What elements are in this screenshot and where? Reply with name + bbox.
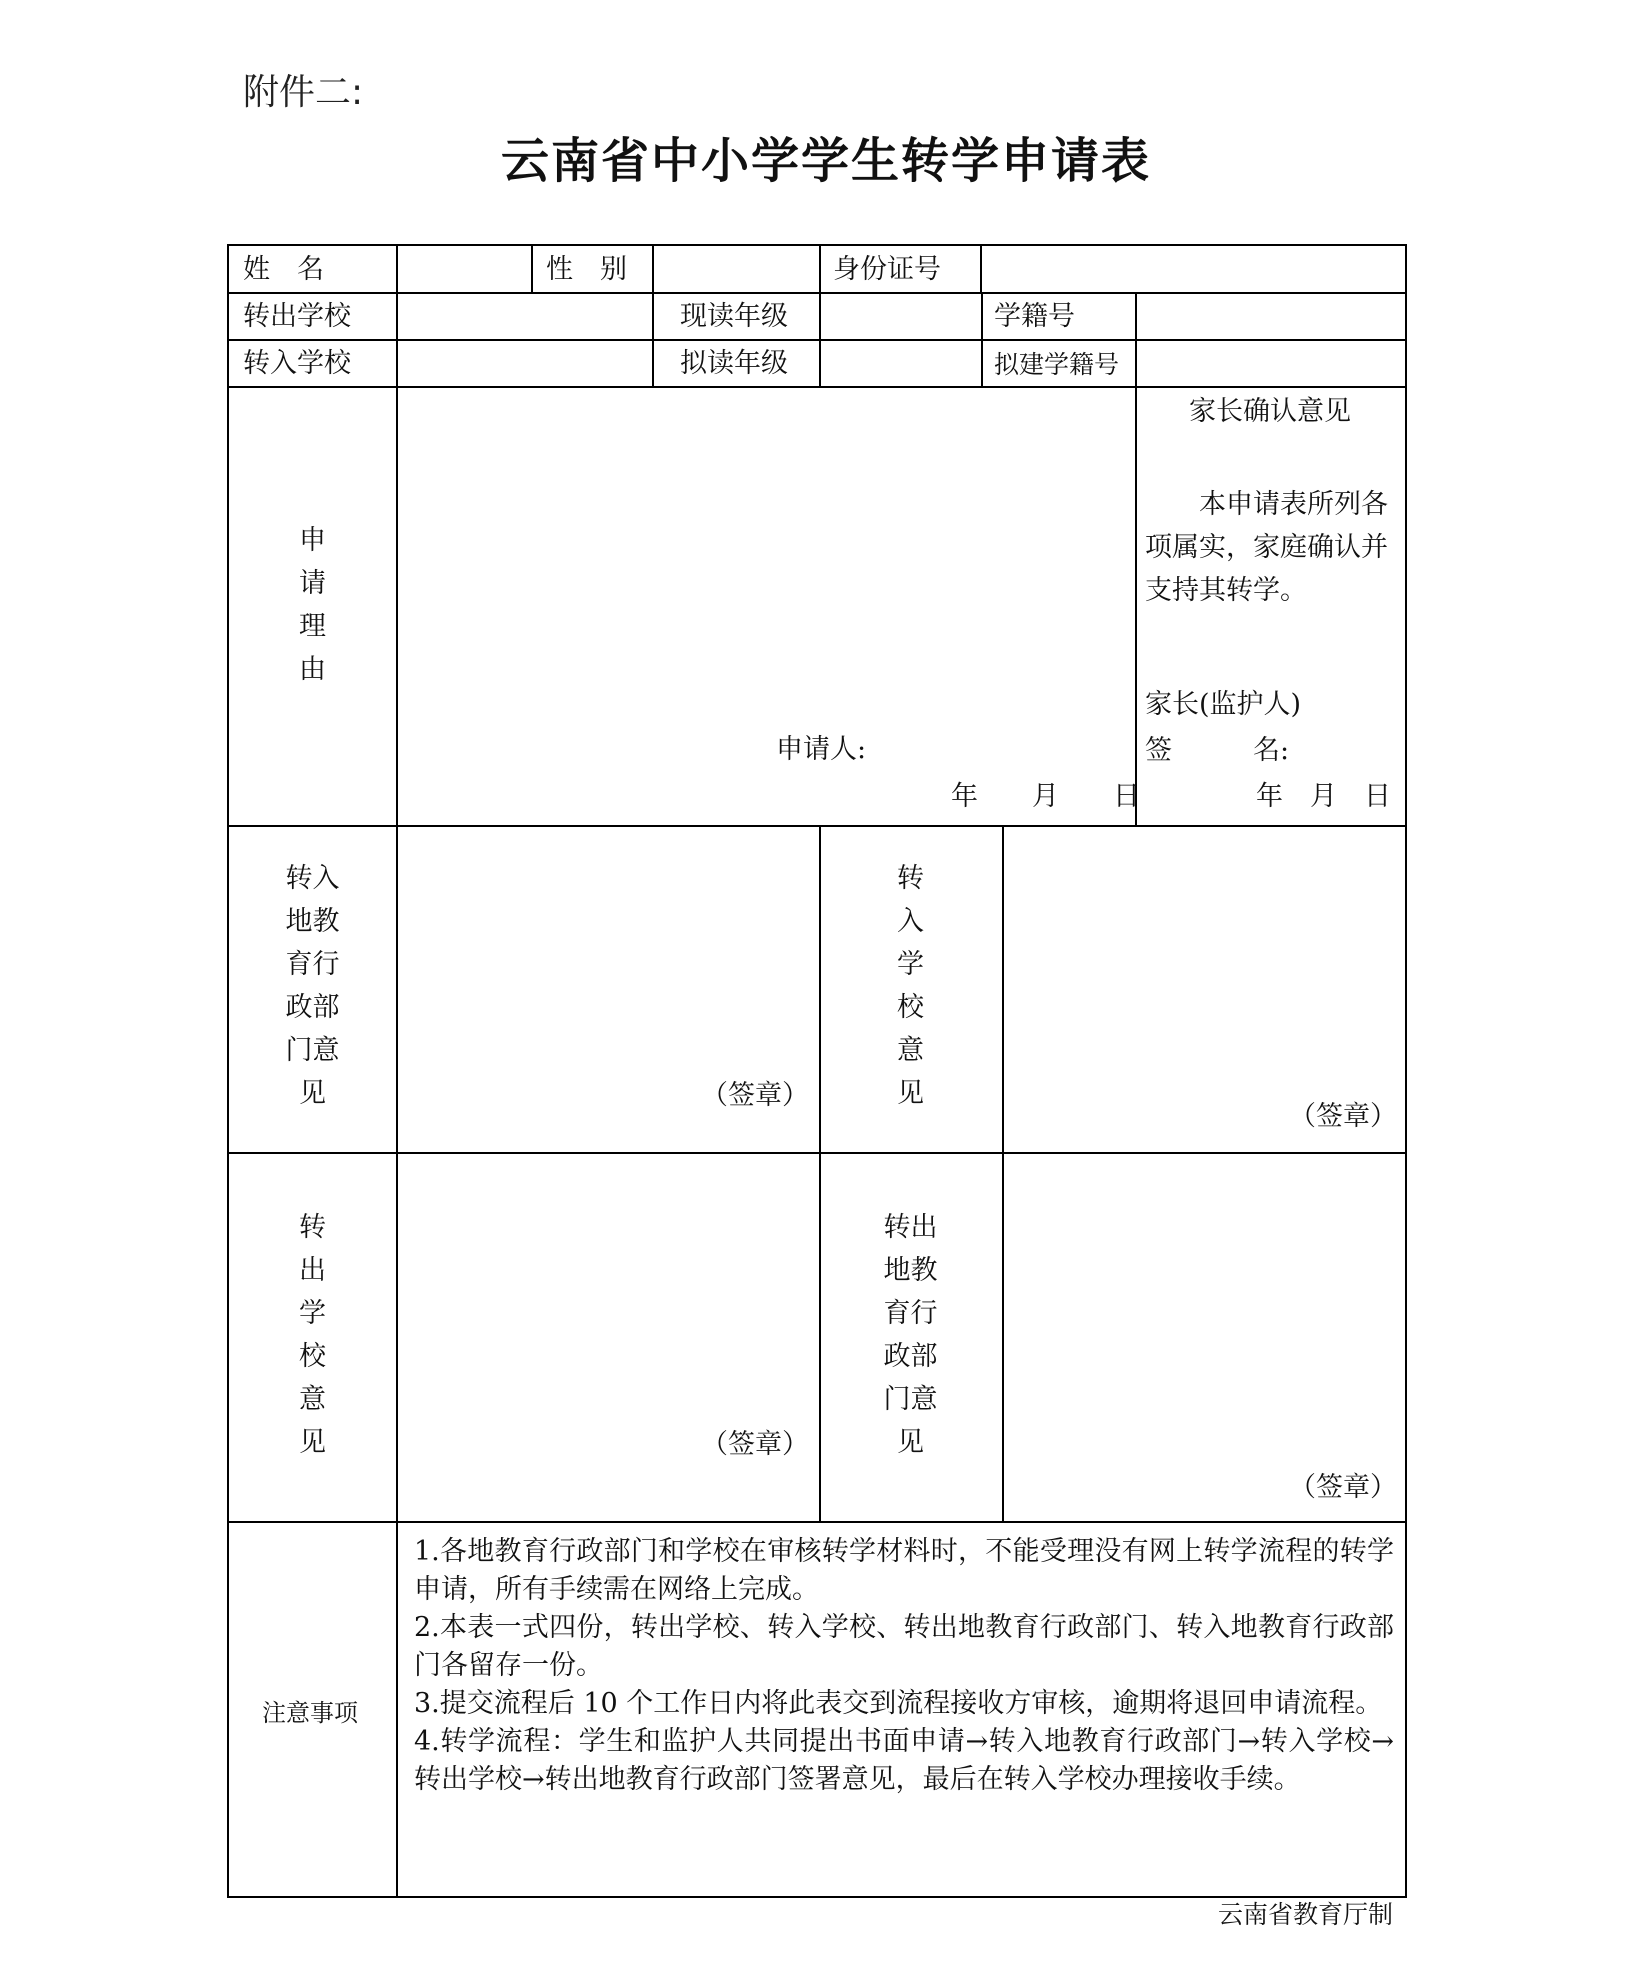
label-line: 见 — [299, 1078, 326, 1109]
label-line: 门意 — [883, 1384, 938, 1415]
label-char: 转 — [897, 863, 924, 894]
to-school-opinion-label — [819, 857, 1002, 1115]
label-char: 见 — [299, 1427, 326, 1458]
label-char: 学 — [299, 1298, 326, 1329]
reason-label-char: 理 — [299, 611, 326, 642]
name-label: 姓 名 — [243, 254, 324, 285]
label-char: 意 — [897, 1035, 924, 1066]
planned-grade-field[interactable] — [827, 348, 972, 382]
notes-list — [414, 1533, 1394, 1799]
from-edu-dept-opinion-label — [819, 1206, 1002, 1464]
to-edu-dept-opinion-label — [229, 857, 396, 1115]
form-title: 云南省中小学学生转学申请表 — [500, 133, 1151, 189]
label-line: 政部 — [883, 1341, 938, 1372]
from-school-label: 转出学校 — [243, 301, 351, 332]
to-school-opinion-field[interactable] — [1014, 836, 1394, 1136]
reason-field[interactable] — [409, 396, 1124, 766]
from-school-field[interactable] — [404, 301, 644, 335]
guardian-label: 家长(监护人) — [1145, 689, 1302, 720]
label-char: 出 — [299, 1255, 326, 1286]
planned-grade-label: 拟读年级 — [680, 348, 788, 379]
note-item: 2.本表一式四份，转出学校、转入学校、转出地教育行政部门、转入地教育行政部门各留存一份。 — [414, 1612, 1394, 1681]
to-school-label: 转入学校 — [243, 348, 351, 379]
current-grade-field[interactable] — [827, 301, 972, 335]
current-grade-label: 现读年级 — [680, 301, 788, 332]
to-school-field[interactable] — [404, 348, 644, 382]
label-line: 转出 — [883, 1212, 938, 1243]
applicant-signature-label: 申请人: — [776, 734, 867, 765]
reason-label-char: 申 — [299, 525, 326, 556]
new-student-number-field[interactable] — [1143, 348, 1395, 382]
reason-label — [229, 519, 396, 691]
stamp-label: （签章） — [1289, 1101, 1397, 1132]
label-line: 地教 — [285, 906, 340, 937]
id-number-label: 身份证号 — [833, 254, 941, 285]
gender-field[interactable] — [659, 254, 809, 288]
parent-statement: 本申请表所列各项属实，家庭确认并支持其转学。 — [1145, 489, 1388, 606]
student-number-label: 学籍号 — [994, 301, 1075, 332]
stamp-label: （签章） — [701, 1429, 809, 1460]
label-char: 校 — [897, 992, 924, 1023]
name-field[interactable] — [422, 254, 527, 288]
issuer-footer: 云南省教育厅制 — [1218, 1900, 1394, 1929]
label-line: 见 — [897, 1427, 924, 1458]
transfer-application-form — [227, 244, 1407, 1898]
label-char: 意 — [299, 1384, 326, 1415]
reason-label-char: 请 — [299, 568, 326, 599]
from-school-opinion-label — [229, 1206, 396, 1464]
student-number-field[interactable] — [1143, 301, 1395, 335]
applicant-date-label: 年 月 日 — [951, 781, 1140, 812]
label-char: 转 — [299, 1212, 326, 1243]
notes-label: 注意事项 — [262, 1699, 358, 1727]
attachment-label: 附件二: — [243, 72, 364, 113]
label-line: 转入 — [285, 863, 340, 894]
label-line: 育行 — [883, 1298, 938, 1329]
from-edu-dept-opinion-field[interactable] — [1014, 1164, 1394, 1504]
label-char: 见 — [897, 1078, 924, 1109]
reason-label-char: 由 — [299, 654, 326, 685]
note-item: 3.提交流程后 10 个工作日内将此表交到流程接收方审核，逾期将退回申请流程。 — [414, 1688, 1383, 1719]
label-line: 育行 — [285, 949, 340, 980]
label-line: 政部 — [285, 992, 340, 1023]
guardian-date-label: 年 月 日 — [1256, 781, 1391, 812]
id-number-field[interactable] — [989, 254, 1394, 288]
label-line: 门意 — [285, 1035, 340, 1066]
label-line: 地教 — [883, 1255, 938, 1286]
label-char: 校 — [299, 1341, 326, 1372]
note-item: 1.各地教育行政部门和学校在审核转学材料时，不能受理没有网上转学流程的转学申请，所有手续需在网络上完成。 — [414, 1536, 1394, 1605]
label-char: 学 — [897, 949, 924, 980]
note-item: 4.转学流程：学生和监护人共同提出书面申请→转入地教育行政部门→转入学校→转出学校→转出地教育行政部门签署意见，最后在转入学校办理接收手续。 — [414, 1726, 1394, 1795]
stamp-label: （签章） — [701, 1080, 809, 1111]
new-student-number-label: 拟建学籍号 — [994, 350, 1120, 379]
stamp-label: （签章） — [1289, 1472, 1397, 1503]
gender-label: 性 别 — [546, 254, 627, 285]
parent-opinion-heading: 家长确认意见 — [1189, 396, 1351, 427]
guardian-sign-label: 签 名: — [1145, 735, 1290, 766]
label-char: 入 — [897, 906, 924, 937]
